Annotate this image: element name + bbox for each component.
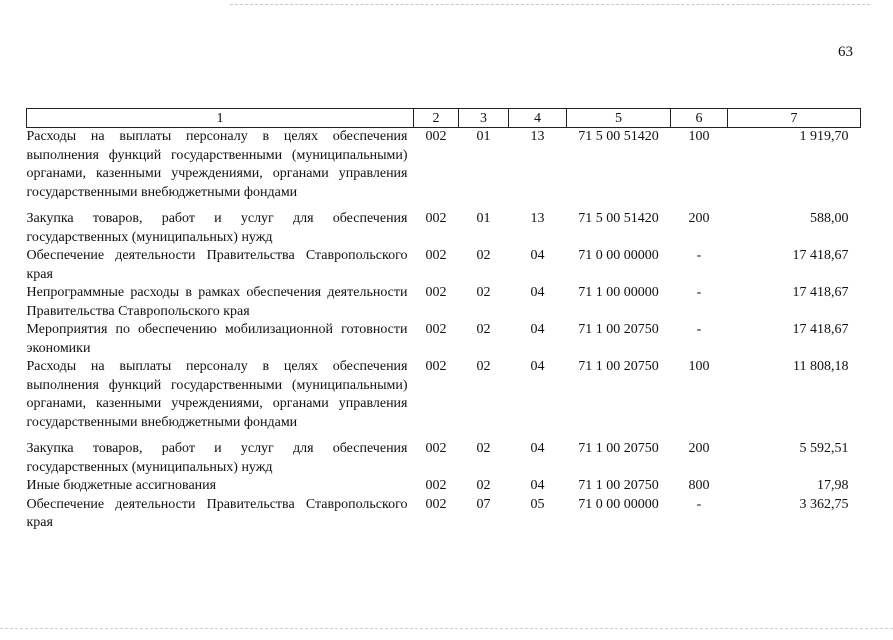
budget-table bbox=[26, 108, 861, 533]
row-ministry-code: 002 bbox=[425, 478, 447, 493]
row-amount: 17 418,67 bbox=[792, 322, 849, 337]
row-ministry-code: 002 bbox=[425, 359, 447, 374]
row-target-code: 71 1 00 20750 bbox=[578, 322, 659, 337]
row-subsection-code: 04 bbox=[530, 359, 545, 374]
row-target-code: 71 1 00 20750 bbox=[578, 441, 659, 456]
row-name: Расходы на выплаты персоналу в целях обеспечения выполнения функций государственными (муниципальными) органами, казенными учреждениями, органами управления государственными внебюджетными фондами bbox=[26, 129, 408, 200]
row-expense-type: - bbox=[696, 248, 702, 263]
header-col-4: 4 bbox=[509, 109, 567, 128]
header-col-6: 6 bbox=[671, 109, 728, 128]
row-section-code: 02 bbox=[476, 478, 491, 493]
row-amount: 17 418,67 bbox=[792, 248, 849, 263]
row-section-code: 02 bbox=[476, 441, 491, 456]
row-section-code: 02 bbox=[476, 359, 491, 374]
table-row bbox=[27, 440, 861, 477]
row-section-code: 02 bbox=[476, 285, 491, 300]
table-row bbox=[27, 496, 861, 533]
row-subsection-code: 04 bbox=[530, 478, 545, 493]
header-col-3: 3 bbox=[459, 109, 509, 128]
row-amount: 17,98 bbox=[817, 478, 849, 493]
table-row bbox=[27, 358, 861, 440]
header-col-7: 7 bbox=[728, 109, 861, 128]
row-name: Иные бюджетные ассигнования bbox=[26, 478, 217, 493]
row-expense-type: 100 bbox=[688, 129, 710, 144]
row-target-code: 71 1 00 20750 bbox=[578, 359, 659, 374]
row-subsection-code: 13 bbox=[530, 129, 545, 144]
header-col-2: 2 bbox=[414, 109, 459, 128]
row-expense-type: 100 bbox=[688, 359, 710, 374]
table-row bbox=[27, 210, 861, 247]
row-name: Расходы на выплаты персоналу в целях обеспечения выполнения функций государственными (муниципальными) органами, казенными учреждениями, органами управления государственными внебюджетными фондами bbox=[26, 359, 408, 430]
row-expense-type: - bbox=[696, 496, 702, 512]
row-section-code: 01 bbox=[476, 129, 491, 144]
row-expense-type: 800 bbox=[688, 478, 710, 493]
row-amount: 588,00 bbox=[810, 211, 849, 226]
table-row bbox=[27, 477, 861, 496]
row-target-code: 71 0 00 00000 bbox=[578, 248, 659, 263]
header-col-1: 1 bbox=[27, 109, 414, 128]
row-name: Мероприятия по обеспечению мобилизационной готовности экономики bbox=[26, 322, 408, 356]
row-amount: 17 418,67 bbox=[792, 285, 849, 300]
row-section-code: 02 bbox=[476, 322, 491, 337]
row-name: Обеспечение деятельности Правительства Ставропольского края bbox=[26, 248, 408, 282]
row-target-code: 71 1 00 20750 bbox=[578, 478, 659, 493]
row-ministry-code: 002 bbox=[425, 285, 447, 300]
row-name: Закупка товаров, работ и услуг для обеспечения государственных (муниципальных) нужд bbox=[26, 211, 408, 245]
row-expense-type: - bbox=[696, 285, 702, 300]
table-header-row bbox=[27, 109, 861, 128]
row-amount: 3 362,75 bbox=[799, 496, 849, 512]
page-number: 63 bbox=[838, 44, 853, 60]
row-section-code: 01 bbox=[476, 211, 491, 226]
row-name: Обеспечение деятельности Правительства Ставропольского края bbox=[26, 496, 408, 530]
table-row bbox=[27, 284, 861, 321]
row-subsection-code: 04 bbox=[530, 322, 545, 337]
row-subsection-code: 04 bbox=[530, 441, 545, 456]
row-name: Непрограммные расходы в рамках обеспечения деятельности Правительства Ставропольского края bbox=[26, 285, 408, 319]
row-target-code: 71 5 00 51420 bbox=[578, 211, 659, 226]
row-name: Закупка товаров, работ и услуг для обеспечения государственных (муниципальных) нужд bbox=[26, 441, 408, 475]
table-row bbox=[27, 128, 861, 211]
scan-artifact-bottom bbox=[0, 628, 893, 629]
row-amount: 5 592,51 bbox=[799, 441, 849, 456]
row-expense-type: 200 bbox=[688, 211, 710, 226]
table-row bbox=[27, 321, 861, 358]
row-target-code: 71 0 00 00000 bbox=[578, 496, 659, 512]
row-ministry-code: 002 bbox=[425, 248, 447, 263]
row-subsection-code: 04 bbox=[530, 285, 545, 300]
table-row bbox=[27, 247, 861, 284]
row-subsection-code: 13 bbox=[530, 211, 545, 226]
row-target-code: 71 5 00 51420 bbox=[578, 129, 659, 144]
row-ministry-code: 002 bbox=[425, 211, 447, 226]
row-section-code: 02 bbox=[476, 248, 491, 263]
row-ministry-code: 002 bbox=[425, 441, 447, 456]
row-ministry-code: 002 bbox=[425, 496, 447, 512]
row-expense-type: - bbox=[696, 322, 702, 337]
row-target-code: 71 1 00 00000 bbox=[578, 285, 659, 300]
row-amount: 11 808,18 bbox=[793, 359, 849, 374]
row-amount: 1 919,70 bbox=[799, 129, 849, 144]
row-subsection-code: 05 bbox=[530, 496, 545, 512]
header-col-5: 5 bbox=[567, 109, 671, 128]
row-expense-type: 200 bbox=[688, 441, 710, 456]
row-ministry-code: 002 bbox=[425, 322, 447, 337]
row-ministry-code: 002 bbox=[425, 129, 447, 144]
row-section-code: 07 bbox=[476, 496, 491, 512]
row-subsection-code: 04 bbox=[530, 248, 545, 263]
scan-artifact-top bbox=[230, 4, 870, 5]
